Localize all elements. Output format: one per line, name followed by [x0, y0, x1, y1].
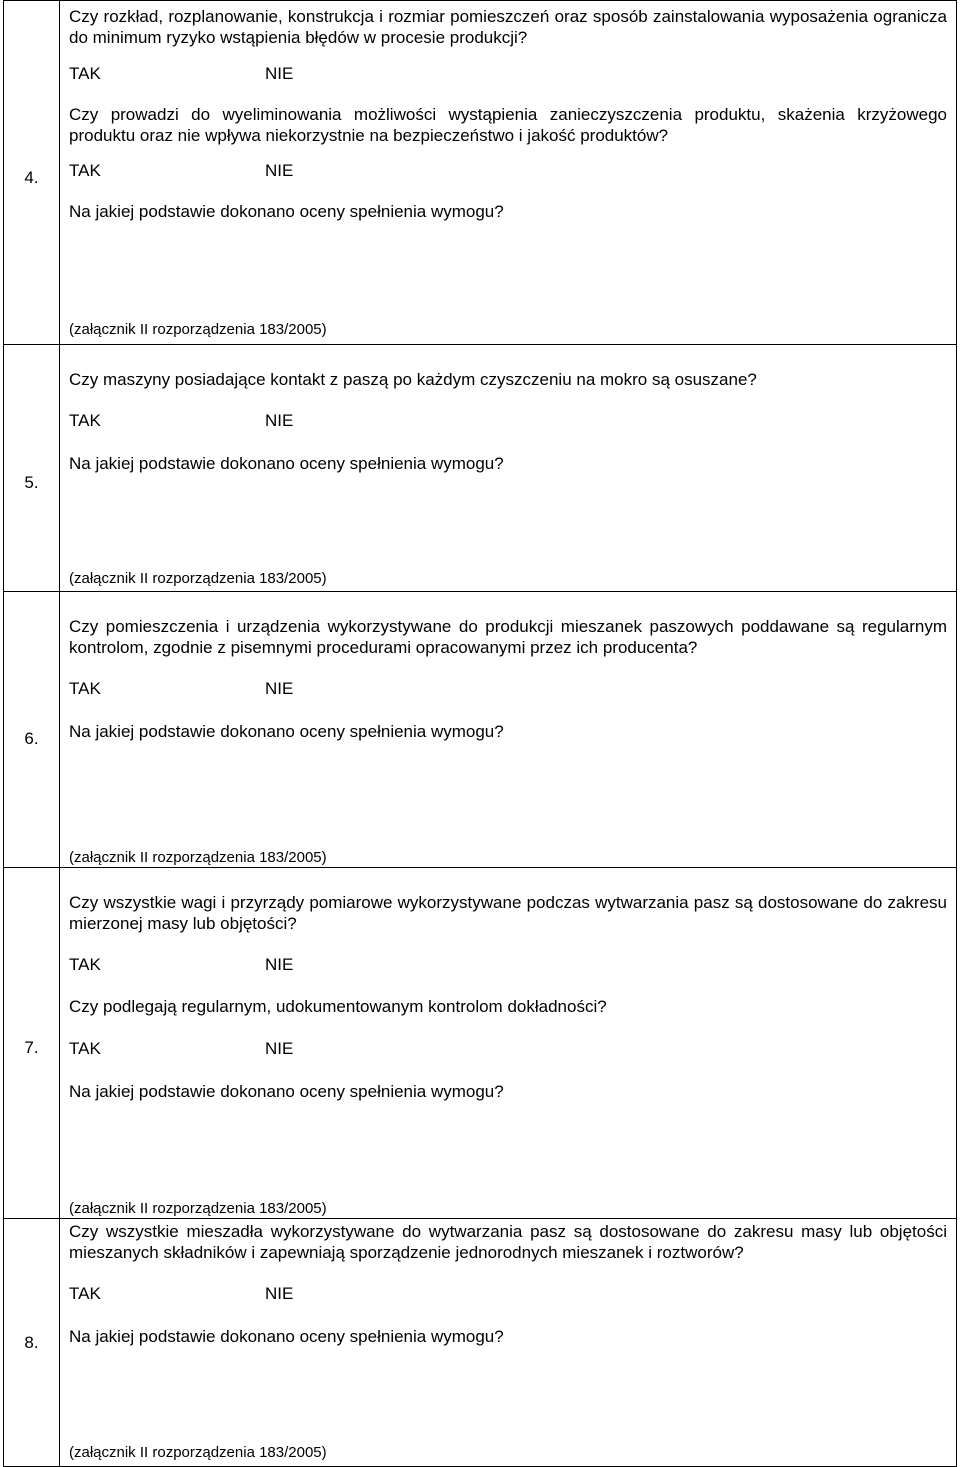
regulation-reference: (załącznik II rozporządzenia 183/2005) [69, 849, 327, 866]
table-row [4, 345, 957, 592]
question-text: Czy podlegają regularnym, udokumentowanym kontrolom dokładności? [69, 997, 607, 1016]
answer-yes[interactable]: TAK [69, 955, 101, 974]
answer-no[interactable]: NIE [265, 411, 294, 430]
row-content [60, 1, 957, 345]
answer-no[interactable]: NIE [265, 1039, 294, 1058]
answer-yes[interactable]: TAK [69, 1039, 101, 1058]
answer-no[interactable]: NIE [265, 1284, 294, 1303]
question-text: Czy maszyny posiadające kontakt z paszą po każdym czyszczeniu na mokro są osuszane? [69, 370, 757, 389]
answer-yes[interactable]: TAK [69, 679, 101, 698]
row-number: 8. [4, 1219, 60, 1467]
answer-options [69, 678, 947, 699]
row-content [60, 592, 957, 868]
answer-yes[interactable]: TAK [69, 411, 101, 430]
answer-no[interactable]: NIE [265, 64, 294, 83]
table-row [4, 1219, 957, 1467]
answer-options [69, 954, 947, 975]
regulation-reference: (załącznik II rozporządzenia 183/2005) [69, 321, 327, 338]
answer-options [69, 160, 947, 181]
regulation-reference: (załącznik II rozporządzenia 183/2005) [69, 570, 327, 587]
checklist-table [3, 0, 957, 1467]
answer-no[interactable]: NIE [265, 161, 294, 180]
answer-options [69, 63, 947, 84]
question-text: Czy wszystkie wagi i przyrządy pomiarowe wykorzystywane podczas wytwarzania pasz są dostosowane do zakresu mierzonej masy lub objętości? [69, 893, 947, 933]
row-content [60, 345, 957, 592]
table-row [4, 1, 957, 345]
regulation-reference: (załącznik II rozporządzenia 183/2005) [69, 1444, 327, 1461]
row-number: 7. [4, 868, 60, 1219]
row-number: 4. [4, 1, 60, 345]
answer-no[interactable]: NIE [265, 955, 294, 974]
answer-options [69, 1283, 947, 1304]
assessment-basis-label: Na jakiej podstawie dokonano oceny spełnienia wymogu? [69, 202, 504, 221]
table-row [4, 592, 957, 868]
assessment-basis-label: Na jakiej podstawie dokonano oceny spełnienia wymogu? [69, 454, 504, 473]
row-content [60, 1219, 957, 1467]
answer-yes[interactable]: TAK [69, 1284, 101, 1303]
row-content [60, 868, 957, 1219]
assessment-basis-label: Na jakiej podstawie dokonano oceny spełnienia wymogu? [69, 1327, 504, 1346]
answer-options [69, 410, 947, 431]
regulation-reference: (załącznik II rozporządzenia 183/2005) [69, 1200, 327, 1217]
answer-options [69, 1038, 947, 1059]
assessment-basis-label: Na jakiej podstawie dokonano oceny spełnienia wymogu? [69, 722, 504, 741]
assessment-basis-label: Na jakiej podstawie dokonano oceny spełnienia wymogu? [69, 1082, 504, 1101]
question-text: Czy wszystkie mieszadła wykorzystywane do wytwarzania pasz są dostosowane do zakresu masy lub objętości mieszanych składników i zapewniają sporządzenie jednorodnych mieszanek i roztworów? [69, 1222, 947, 1262]
question-text: Czy prowadzi do wyeliminowania możliwości wystąpienia zanieczyszczenia produktu, skażenia krzyżowego produktu oraz nie wpływa niekorzystnie na bezpieczeństwo i jakość produktów? [69, 105, 947, 145]
answer-yes[interactable]: TAK [69, 64, 101, 83]
question-text: Czy pomieszczenia i urządzenia wykorzystywane do produkcji mieszanek paszowych poddawane są regularnym kontrolom, zgodnie z pisemnymi procedurami opracowanymi przez ich producenta? [69, 617, 947, 657]
row-number: 6. [4, 592, 60, 868]
row-number: 5. [4, 345, 60, 592]
table-row [4, 868, 957, 1219]
answer-yes[interactable]: TAK [69, 161, 101, 180]
answer-no[interactable]: NIE [265, 679, 294, 698]
question-text: Czy rozkład, rozplanowanie, konstrukcja i rozmiar pomieszczeń oraz sposób zainstalowania wyposażenia ogranicza do minimum ryzyko wstąpienia błędów w procesie produkcji? [69, 7, 947, 47]
